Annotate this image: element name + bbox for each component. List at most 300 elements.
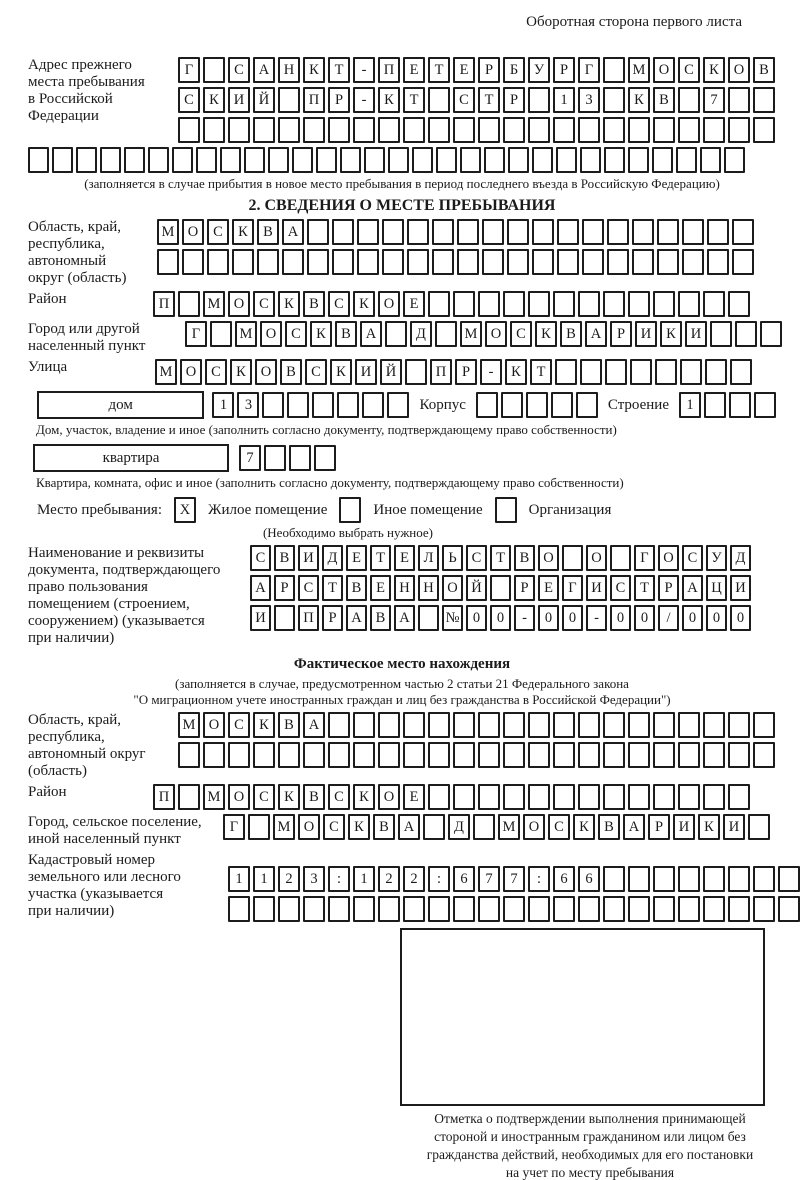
char-box[interactable]: П — [303, 87, 325, 113]
char-box[interactable] — [382, 249, 404, 275]
char-box[interactable]: Ц — [706, 575, 727, 601]
char-box[interactable]: А — [250, 575, 271, 601]
char-box[interactable] — [657, 249, 679, 275]
char-box[interactable] — [655, 359, 677, 385]
char-box[interactable] — [453, 896, 475, 922]
char-box[interactable]: С — [285, 321, 307, 347]
char-box[interactable]: Т — [328, 57, 350, 83]
char-box[interactable] — [253, 742, 275, 768]
char-box[interactable] — [580, 147, 601, 173]
char-box[interactable] — [603, 87, 625, 113]
char-box[interactable] — [628, 896, 650, 922]
char-box[interactable] — [407, 219, 429, 245]
char-box[interactable] — [603, 117, 625, 143]
char-box[interactable] — [728, 742, 750, 768]
char-box[interactable] — [503, 896, 525, 922]
char-box[interactable]: Й — [380, 359, 402, 385]
char-box[interactable] — [703, 784, 725, 810]
char-box[interactable]: О — [586, 545, 607, 571]
prev-address-row-1[interactable] — [178, 57, 775, 83]
char-box[interactable] — [580, 359, 602, 385]
char-box[interactable]: Г — [578, 57, 600, 83]
char-box[interactable]: В — [373, 814, 395, 840]
char-box[interactable] — [278, 742, 300, 768]
char-box[interactable] — [705, 359, 727, 385]
char-box[interactable] — [353, 742, 375, 768]
char-box[interactable] — [278, 896, 300, 922]
cadastre-row-1[interactable] — [228, 866, 800, 892]
char-box[interactable] — [428, 712, 450, 738]
char-box[interactable] — [528, 712, 550, 738]
char-box[interactable] — [403, 117, 425, 143]
char-box[interactable]: К — [660, 321, 682, 347]
checkbox-organization[interactable] — [495, 497, 517, 523]
char-box[interactable]: И — [635, 321, 657, 347]
char-box[interactable] — [753, 117, 775, 143]
char-box[interactable] — [678, 87, 700, 113]
char-box[interactable]: Е — [403, 57, 425, 83]
actual-region-row-1[interactable] — [178, 712, 775, 738]
char-box[interactable]: В — [346, 575, 367, 601]
char-box[interactable] — [703, 866, 725, 892]
char-box[interactable] — [582, 249, 604, 275]
char-box[interactable] — [735, 321, 757, 347]
char-box[interactable]: И — [673, 814, 695, 840]
char-box[interactable]: М — [498, 814, 520, 840]
char-box[interactable]: Р — [553, 57, 575, 83]
char-box[interactable]: О — [442, 575, 463, 601]
char-box[interactable]: 1 — [553, 87, 575, 113]
char-box[interactable] — [332, 219, 354, 245]
char-box[interactable]: С — [682, 545, 703, 571]
char-box[interactable]: В — [370, 605, 391, 631]
char-box[interactable]: О — [228, 784, 250, 810]
char-box[interactable]: А — [360, 321, 382, 347]
char-box[interactable]: Г — [178, 57, 200, 83]
char-box[interactable]: В — [274, 545, 295, 571]
char-box[interactable] — [562, 545, 583, 571]
char-box[interactable] — [478, 712, 500, 738]
char-box[interactable] — [703, 117, 725, 143]
char-box[interactable]: У — [706, 545, 727, 571]
char-box[interactable]: Т — [322, 575, 343, 601]
char-box[interactable]: Р — [503, 87, 525, 113]
char-box[interactable] — [728, 866, 750, 892]
char-box[interactable]: В — [653, 87, 675, 113]
char-box[interactable]: Р — [610, 321, 632, 347]
char-box[interactable]: П — [153, 291, 175, 317]
char-box[interactable] — [362, 392, 384, 418]
char-box[interactable] — [478, 742, 500, 768]
char-box[interactable] — [678, 784, 700, 810]
char-box[interactable] — [303, 117, 325, 143]
char-box[interactable]: И — [298, 545, 319, 571]
char-box[interactable]: Е — [453, 57, 475, 83]
char-box[interactable]: С — [453, 87, 475, 113]
char-box[interactable] — [732, 249, 754, 275]
char-box[interactable]: К — [253, 712, 275, 738]
char-box[interactable] — [178, 117, 200, 143]
char-box[interactable]: А — [394, 605, 415, 631]
char-box[interactable]: С — [228, 57, 250, 83]
char-box[interactable]: Г — [223, 814, 245, 840]
char-box[interactable] — [678, 712, 700, 738]
char-box[interactable]: П — [153, 784, 175, 810]
char-box[interactable]: И — [586, 575, 607, 601]
char-box[interactable] — [753, 866, 775, 892]
char-box[interactable] — [264, 445, 286, 471]
actual-district-row[interactable] — [153, 784, 750, 810]
char-box[interactable]: И — [730, 575, 751, 601]
char-box[interactable] — [428, 742, 450, 768]
char-box[interactable] — [428, 117, 450, 143]
char-box[interactable] — [503, 742, 525, 768]
char-box[interactable] — [292, 147, 313, 173]
char-box[interactable] — [628, 147, 649, 173]
char-box[interactable] — [605, 359, 627, 385]
char-box[interactable]: Н — [418, 575, 439, 601]
char-box[interactable] — [428, 87, 450, 113]
char-box[interactable] — [482, 219, 504, 245]
char-box[interactable] — [704, 392, 726, 418]
char-box[interactable] — [220, 147, 241, 173]
char-box[interactable]: К — [378, 87, 400, 113]
char-box[interactable] — [478, 896, 500, 922]
char-box[interactable]: К — [348, 814, 370, 840]
char-box[interactable] — [578, 784, 600, 810]
district-row[interactable] — [153, 291, 750, 317]
char-box[interactable]: 1 — [228, 866, 250, 892]
char-box[interactable] — [551, 392, 573, 418]
char-box[interactable]: Д — [730, 545, 751, 571]
char-box[interactable]: Е — [394, 545, 415, 571]
char-box[interactable] — [307, 219, 329, 245]
char-box[interactable] — [253, 896, 275, 922]
char-box[interactable]: 2 — [403, 866, 425, 892]
char-box[interactable] — [210, 321, 232, 347]
char-box[interactable]: А — [282, 219, 304, 245]
char-box[interactable]: В — [598, 814, 620, 840]
char-box[interactable]: С — [548, 814, 570, 840]
char-box[interactable]: О — [378, 784, 400, 810]
char-box[interactable]: В — [560, 321, 582, 347]
char-box[interactable]: 6 — [453, 866, 475, 892]
char-box[interactable] — [314, 445, 336, 471]
char-box[interactable]: Т — [478, 87, 500, 113]
char-box[interactable]: М — [460, 321, 482, 347]
char-box[interactable] — [553, 117, 575, 143]
char-box[interactable]: С — [323, 814, 345, 840]
char-box[interactable] — [172, 147, 193, 173]
char-box[interactable] — [578, 896, 600, 922]
char-box[interactable] — [753, 87, 775, 113]
char-box[interactable]: П — [298, 605, 319, 631]
char-box[interactable]: И — [685, 321, 707, 347]
char-box[interactable] — [532, 147, 553, 173]
char-box[interactable] — [678, 742, 700, 768]
char-box[interactable]: 0 — [706, 605, 727, 631]
char-box[interactable] — [553, 896, 575, 922]
char-box[interactable] — [388, 147, 409, 173]
char-box[interactable]: - — [586, 605, 607, 631]
char-box[interactable] — [753, 712, 775, 738]
char-box[interactable]: А — [585, 321, 607, 347]
char-box[interactable]: Т — [428, 57, 450, 83]
char-box[interactable]: К — [278, 784, 300, 810]
char-box[interactable]: И — [250, 605, 271, 631]
char-box[interactable] — [700, 147, 721, 173]
char-box[interactable]: Д — [410, 321, 432, 347]
char-box[interactable]: 1 — [353, 866, 375, 892]
char-box[interactable] — [526, 392, 548, 418]
char-box[interactable] — [753, 896, 775, 922]
char-box[interactable]: В — [514, 545, 535, 571]
char-box[interactable] — [478, 291, 500, 317]
char-box[interactable] — [678, 896, 700, 922]
char-box[interactable]: В — [303, 291, 325, 317]
char-box[interactable]: : — [328, 866, 350, 892]
char-box[interactable] — [453, 742, 475, 768]
char-box[interactable] — [353, 117, 375, 143]
char-box[interactable]: Т — [370, 545, 391, 571]
char-box[interactable]: Д — [322, 545, 343, 571]
char-box[interactable] — [778, 896, 800, 922]
char-box[interactable]: О — [523, 814, 545, 840]
char-box[interactable]: А — [253, 57, 275, 83]
char-box[interactable]: 0 — [730, 605, 751, 631]
char-box[interactable]: М — [628, 57, 650, 83]
char-box[interactable]: О — [180, 359, 202, 385]
char-box[interactable]: Ь — [442, 545, 463, 571]
char-box[interactable]: А — [346, 605, 367, 631]
char-box[interactable] — [503, 117, 525, 143]
char-box[interactable] — [553, 291, 575, 317]
stroenie-cells[interactable] — [679, 392, 776, 418]
char-box[interactable] — [703, 712, 725, 738]
char-box[interactable] — [453, 712, 475, 738]
char-box[interactable] — [248, 814, 270, 840]
char-box[interactable] — [578, 712, 600, 738]
char-box[interactable]: Р — [478, 57, 500, 83]
char-box[interactable]: Р — [322, 605, 343, 631]
char-box[interactable]: О — [658, 545, 679, 571]
char-box[interactable] — [507, 249, 529, 275]
char-box[interactable]: С — [250, 545, 271, 571]
char-box[interactable]: К — [353, 784, 375, 810]
char-box[interactable] — [100, 147, 121, 173]
char-box[interactable] — [682, 219, 704, 245]
char-box[interactable]: К — [303, 57, 325, 83]
char-box[interactable] — [403, 896, 425, 922]
char-box[interactable] — [503, 784, 525, 810]
char-box[interactable] — [124, 147, 145, 173]
char-box[interactable]: 7 — [703, 87, 725, 113]
char-box[interactable] — [387, 392, 409, 418]
char-box[interactable] — [289, 445, 311, 471]
char-box[interactable] — [754, 392, 776, 418]
char-box[interactable] — [76, 147, 97, 173]
char-box[interactable] — [501, 392, 523, 418]
char-box[interactable]: К — [203, 87, 225, 113]
char-box[interactable]: Б — [503, 57, 525, 83]
char-box[interactable]: 6 — [578, 866, 600, 892]
char-box[interactable]: 7 — [239, 445, 261, 471]
char-box[interactable] — [628, 866, 650, 892]
char-box[interactable]: 1 — [212, 392, 234, 418]
apartment-cells[interactable] — [239, 445, 336, 471]
char-box[interactable]: С — [205, 359, 227, 385]
char-box[interactable]: Й — [466, 575, 487, 601]
char-box[interactable] — [607, 219, 629, 245]
char-box[interactable]: М — [273, 814, 295, 840]
char-box[interactable] — [268, 147, 289, 173]
char-box[interactable]: С — [298, 575, 319, 601]
char-box[interactable]: Е — [370, 575, 391, 601]
char-box[interactable]: 3 — [578, 87, 600, 113]
char-box[interactable]: К — [232, 219, 254, 245]
char-box[interactable] — [676, 147, 697, 173]
char-box[interactable]: О — [203, 712, 225, 738]
char-box[interactable] — [628, 712, 650, 738]
char-box[interactable]: Н — [394, 575, 415, 601]
char-box[interactable] — [428, 896, 450, 922]
char-box[interactable]: : — [528, 866, 550, 892]
char-box[interactable]: В — [303, 784, 325, 810]
region-row-2[interactable] — [157, 249, 754, 275]
char-box[interactable]: О — [728, 57, 750, 83]
char-box[interactable]: 6 — [553, 866, 575, 892]
char-box[interactable]: Й — [253, 87, 275, 113]
char-box[interactable] — [340, 147, 361, 173]
char-box[interactable] — [278, 117, 300, 143]
char-box[interactable] — [312, 392, 334, 418]
char-box[interactable] — [357, 219, 379, 245]
char-box[interactable] — [378, 117, 400, 143]
char-box[interactable] — [603, 712, 625, 738]
char-box[interactable]: О — [378, 291, 400, 317]
char-box[interactable]: П — [430, 359, 452, 385]
char-box[interactable]: М — [157, 219, 179, 245]
char-box[interactable]: О — [260, 321, 282, 347]
char-box[interactable] — [628, 784, 650, 810]
char-box[interactable]: / — [658, 605, 679, 631]
char-box[interactable] — [453, 784, 475, 810]
char-box[interactable]: Е — [403, 784, 425, 810]
char-box[interactable]: С — [253, 784, 275, 810]
char-box[interactable]: К — [535, 321, 557, 347]
char-box[interactable] — [178, 742, 200, 768]
char-box[interactable]: К — [505, 359, 527, 385]
char-box[interactable]: 7 — [478, 866, 500, 892]
char-box[interactable] — [557, 249, 579, 275]
char-box[interactable] — [603, 896, 625, 922]
char-box[interactable] — [203, 742, 225, 768]
char-box[interactable] — [405, 359, 427, 385]
char-box[interactable] — [378, 896, 400, 922]
char-box[interactable] — [457, 249, 479, 275]
char-box[interactable] — [257, 249, 279, 275]
char-box[interactable] — [328, 712, 350, 738]
char-box[interactable] — [353, 712, 375, 738]
char-box[interactable] — [707, 219, 729, 245]
char-box[interactable] — [748, 814, 770, 840]
street-row[interactable] — [155, 359, 752, 385]
char-box[interactable]: К — [703, 57, 725, 83]
char-box[interactable]: Р — [658, 575, 679, 601]
char-box[interactable] — [632, 249, 654, 275]
char-box[interactable] — [357, 249, 379, 275]
document-row-3[interactable] — [250, 605, 751, 631]
char-box[interactable] — [303, 896, 325, 922]
char-box[interactable] — [228, 117, 250, 143]
char-box[interactable]: К — [330, 359, 352, 385]
char-box[interactable] — [478, 117, 500, 143]
char-box[interactable] — [604, 147, 625, 173]
char-box[interactable] — [436, 147, 457, 173]
char-box[interactable] — [630, 359, 652, 385]
char-box[interactable] — [412, 147, 433, 173]
actual-city-row[interactable] — [223, 814, 770, 840]
char-box[interactable] — [628, 291, 650, 317]
char-box[interactable]: В — [280, 359, 302, 385]
char-box[interactable] — [403, 712, 425, 738]
char-box[interactable]: С — [305, 359, 327, 385]
char-box[interactable] — [157, 249, 179, 275]
char-box[interactable] — [274, 605, 295, 631]
char-box[interactable] — [262, 392, 284, 418]
char-box[interactable] — [52, 147, 73, 173]
char-box[interactable] — [435, 321, 457, 347]
char-box[interactable]: В — [278, 712, 300, 738]
char-box[interactable] — [232, 249, 254, 275]
char-box[interactable] — [203, 117, 225, 143]
char-box[interactable]: К — [353, 291, 375, 317]
house-number-cells[interactable] — [212, 392, 409, 418]
char-box[interactable] — [228, 742, 250, 768]
char-box[interactable] — [178, 784, 200, 810]
char-box[interactable] — [244, 147, 265, 173]
char-box[interactable] — [532, 219, 554, 245]
char-box[interactable] — [578, 117, 600, 143]
char-box[interactable]: С — [328, 291, 350, 317]
char-box[interactable]: М — [203, 291, 225, 317]
char-box[interactable] — [337, 392, 359, 418]
char-box[interactable]: С — [610, 575, 631, 601]
char-box[interactable]: С — [207, 219, 229, 245]
char-box[interactable]: М — [178, 712, 200, 738]
char-box[interactable] — [328, 117, 350, 143]
char-box[interactable]: - — [353, 57, 375, 83]
char-box[interactable] — [553, 784, 575, 810]
char-box[interactable] — [182, 249, 204, 275]
char-box[interactable]: К — [628, 87, 650, 113]
char-box[interactable] — [582, 219, 604, 245]
document-row-1[interactable] — [250, 545, 751, 571]
char-box[interactable] — [603, 291, 625, 317]
char-box[interactable]: Т — [530, 359, 552, 385]
char-box[interactable] — [553, 712, 575, 738]
char-box[interactable] — [253, 117, 275, 143]
char-box[interactable] — [653, 742, 675, 768]
char-box[interactable]: Т — [403, 87, 425, 113]
char-box[interactable] — [282, 249, 304, 275]
char-box[interactable] — [778, 866, 800, 892]
char-box[interactable]: И — [228, 87, 250, 113]
char-box[interactable]: О — [182, 219, 204, 245]
char-box[interactable] — [729, 392, 751, 418]
prev-address-row-2[interactable] — [178, 87, 775, 113]
char-box[interactable] — [490, 575, 511, 601]
